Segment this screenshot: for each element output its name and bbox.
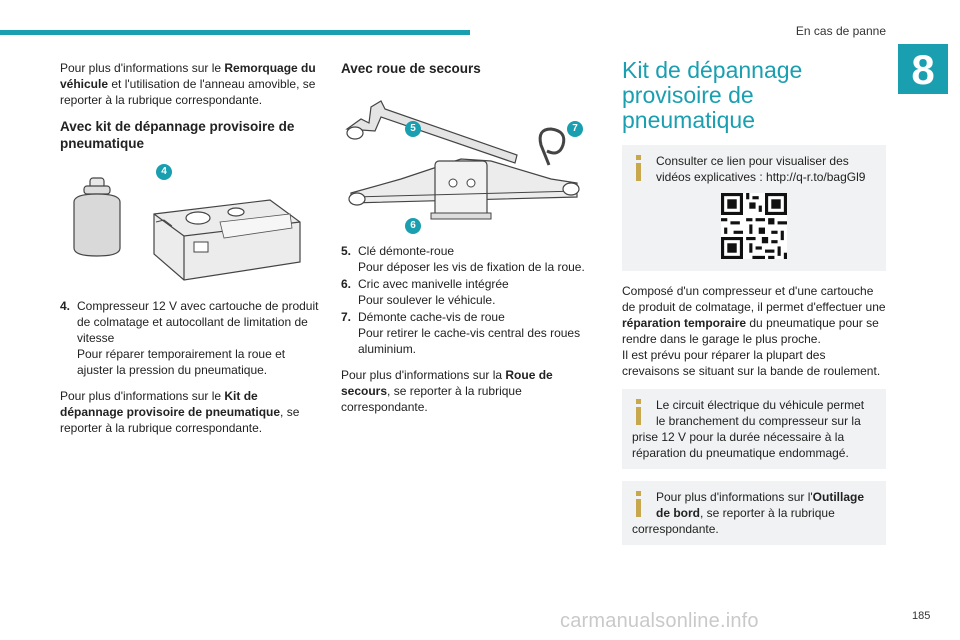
info-icon [632,155,646,181]
column-left [60,60,322,446]
compressor-illustration [60,162,322,294]
list-item-7: 7. Démonte cache-vis de roue Pour retirer le cache-vis central des roues aluminium. [341,310,581,356]
qr-code-icon[interactable] [721,193,787,259]
spare-wheel-reference: Pour plus d'informations sur la Roue de secours, se reporter à la rubrique correspondante. [341,368,553,414]
section-heading-spare-wheel: Avec roue de secours [341,61,481,76]
chapter-number-badge: 8 [898,44,948,94]
tools-illustration [341,85,603,233]
callout-badge-5: 5 [405,121,421,137]
tools-image [341,85,603,233]
list-item-5: 5. Clé démonte-roue Pour déposer les vis de fixation de la roue. [341,244,585,274]
info-icon [632,491,646,517]
info-icon [632,399,646,425]
towing-link-text: Remorquage du véhicule [60,61,316,91]
callout-badge-7: 7 [567,121,583,137]
section-title: Kit de dépannage provisoire de pneumatique [622,57,803,133]
repair-kit-reference: Pour plus d'informations sur le Kit de dépannage provisoire de pneumatique, se reporter à la rubrique correspondante. [60,389,300,435]
section-heading-repair-kit: Avec kit de dépannage provisoire de pneumatique [60,119,295,151]
info-box-video-link [622,145,886,271]
list-item-4: 4. Compresseur 12 V avec cartouche de produit de colmatage et autocollant de limitation de vitesse Pour réparer temporairement la roue et ajuster la pression du pneumatique. [60,299,319,377]
chapter-title: En cas de panne [795,24,886,38]
callout-badge-6: 6 [405,218,421,234]
towing-reference: Pour plus d'informations sur le Remorquage du véhicule et l'utilisation de l'anneau amovible, se reporter à la rubrique correspondante. [60,61,316,107]
callout-badge-4: 4 [156,164,172,180]
kit-description: Composé d'un compresseur et d'une cartouche de produit de colmatage, il permet d'effectuer une réparation temporaire du pneumatique pour se rendre dans le garage le plus proche. Il est prévu pour réparer la plupart des crevaisons se situant sur la bande de roulement. [622,284,886,378]
column-middle [341,60,603,425]
header-accent-bar [0,30,470,35]
info-box-electrical: Le circuit électrique du véhicule permet le branchement du compresseur sur la prise 12 V pour la durée nécessaire à la réparation du pneumatique endommagé. [622,389,886,469]
item-4-desc: Pour réparer temporairement la roue et ajuster la pression du pneumatique. [77,347,286,377]
video-link-text: Consulter ce lien pour visualiser des vidéos explicatives : http://q-r.to/bagGl9 [656,154,866,184]
item-4-title: Compresseur 12 V avec cartouche de produit de colmatage et autocollant de limitation de vitesse [77,299,319,345]
compressor-kit-image [60,162,322,294]
info-box-tools-reference: Pour plus d'informations sur l'Outillage de bord, se reporter à la rubrique correspondante. [622,481,886,545]
column-right [622,58,886,557]
list-item-6: 6. Cric avec manivelle intégrée Pour soulever le véhicule. [341,277,509,307]
watermark: carmanualsonline.info [560,610,759,632]
page-number: 185 [912,610,931,622]
